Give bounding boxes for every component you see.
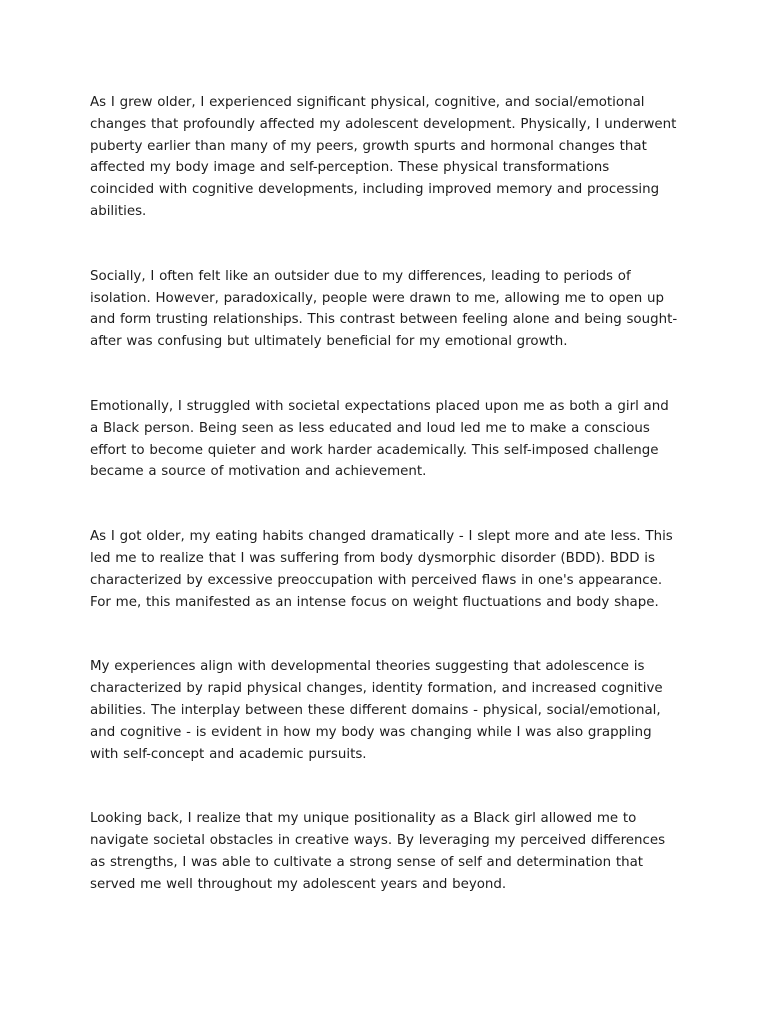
paragraph-4: [90, 526, 678, 613]
paragraph-line: served me well throughout my adolescent years and beyond.: [90, 876, 507, 892]
paragraph-line: Looking back, I realize that my unique positionality as a Black girl allowed me to: [90, 811, 637, 827]
paragraph-line: led me to realize that I was suffering from body dysmorphic disorder (BDD). BDD is: [90, 550, 655, 566]
paragraph-line: abilities. The interplay between these different domains - physical, social/emotional,: [90, 702, 661, 718]
paragraph-line: after was confusing but ultimately beneficial for my emotional growth.: [90, 334, 568, 350]
paragraph-line: coincided with cognitive developments, including improved memory and processing: [90, 182, 660, 198]
paragraph-line: and form trusting relationships. This contrast between feeling alone and being sought-: [90, 312, 678, 328]
document-body: [90, 92, 678, 939]
paragraph-line: a Black person. Being seen as less educated and loud led me to make a conscious: [90, 420, 650, 436]
paragraph-6: [90, 808, 678, 895]
paragraph-line: abilities.: [90, 203, 147, 219]
paragraph-line: For me, this manifested as an intense focus on weight fluctuations and body shape.: [90, 594, 659, 610]
paragraph-line: effort to become quieter and work harder academically. This self-imposed challenge: [90, 442, 659, 458]
paragraph-line: Socially, I often felt like an outsider due to my differences, leading to periods of: [90, 268, 631, 284]
paragraph-line: Emotionally, I struggled with societal expectations placed upon me as both a girl and: [90, 398, 669, 414]
paragraph-line: became a source of motivation and achievement.: [90, 464, 427, 480]
paragraph-line: characterized by excessive preoccupation with perceived flaws in one's appearance.: [90, 572, 663, 588]
paragraph-3: [90, 396, 678, 483]
paragraph-line: isolation. However, paradoxically, people were drawn to me, allowing me to open up: [90, 290, 664, 306]
paragraph-line: As I got older, my eating habits changed dramatically - I slept more and ate less. This: [90, 529, 673, 545]
paragraph-line: and cognitive - is evident in how my body was changing while I was also grappling: [90, 724, 652, 740]
paragraph-line: affected my body image and self-perception. These physical transformations: [90, 160, 610, 176]
paragraph-1: [90, 92, 678, 223]
paragraph-5: [90, 656, 678, 765]
paragraph-line: My experiences align with developmental theories suggesting that adolescence is: [90, 659, 645, 675]
paragraph-line: changes that profoundly affected my adolescent development. Physically, I underwent: [90, 116, 677, 132]
paragraph-line: As I grew older, I experienced significant physical, cognitive, and social/emotional: [90, 95, 645, 110]
paragraph-2: [90, 266, 678, 353]
paragraph-line: puberty earlier than many of my peers, growth spurts and hormonal changes that: [90, 138, 647, 154]
paragraph-line: as strengths, I was able to cultivate a strong sense of self and determination that: [90, 854, 644, 870]
paragraph-line: navigate societal obstacles in creative ways. By leveraging my perceived differences: [90, 833, 666, 849]
paragraph-line: with self-concept and academic pursuits.: [90, 746, 367, 762]
paragraph-line: characterized by rapid physical changes, identity formation, and increased cognitive: [90, 681, 663, 697]
